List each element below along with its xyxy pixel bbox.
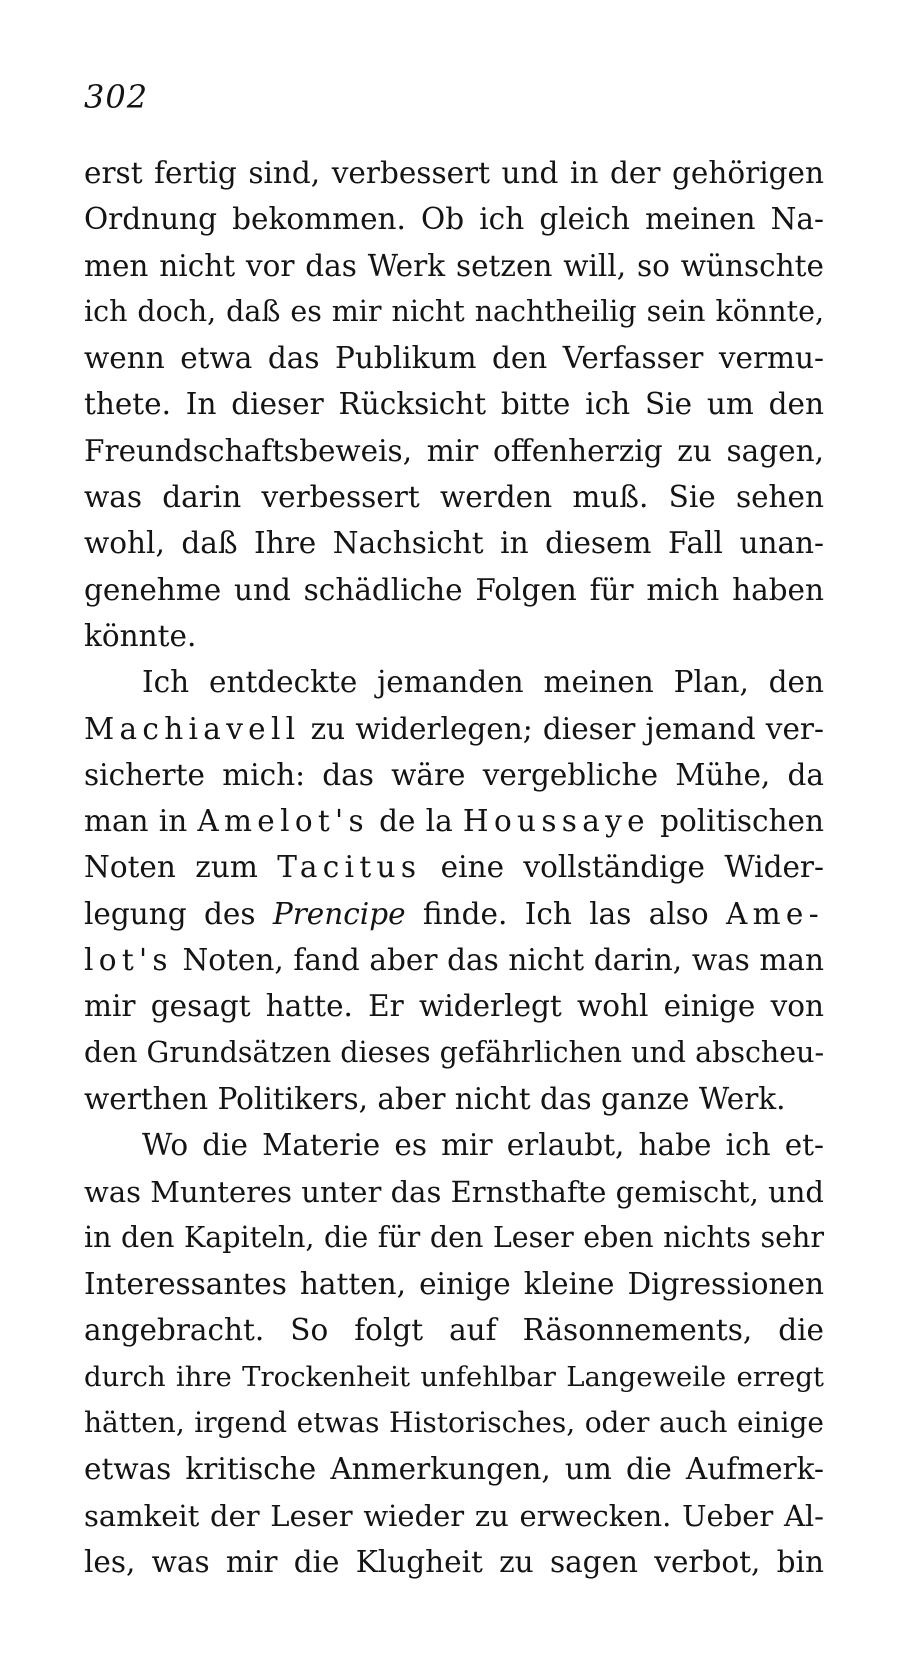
text-line: was Munteres unter das Ernsthafte gemischt, und xyxy=(84,1174,824,1209)
text-line: sicherte mich: das wäre vergebliche Mühe, da xyxy=(84,757,824,792)
text-line: genehme und schädliche Folgen für mich haben xyxy=(84,572,824,607)
text-line: mir gesagt hatte. Er widerlegt wohl einige von xyxy=(84,989,824,1024)
text-line: den Grundsätzen dieses gefährlichen und abscheu- xyxy=(84,1035,825,1069)
spaced-emphasis: Amelot's xyxy=(197,804,369,839)
text-line: etwas kritische Anmerkungen, um die Aufmerk- xyxy=(84,1452,824,1487)
text-line: durch ihre Trockenheit unfehlbar Langeweile erregt xyxy=(84,1360,824,1393)
text-line: ich doch, daß es mir nicht nachtheilig sein könnte, xyxy=(84,294,824,328)
text-line: werthen Politikers, aber nicht das ganze Werk. xyxy=(84,1081,786,1116)
text-line: Ordnung bekommen. Ob ich gleich meinen Na- xyxy=(84,202,824,237)
text-line: hätten, irgend etwas Historisches, oder auch einige xyxy=(84,1406,824,1440)
text-line: les, was mir die Klugheit zu sagen verbot, bin xyxy=(84,1544,824,1579)
text-line: was darin verbessert werden muß. Sie sehen xyxy=(84,480,824,515)
text-line: wenn etwa das Publikum den Verfasser vermu- xyxy=(84,341,824,376)
text-line: Ich entdeckte jemanden meinen Plan, den xyxy=(142,665,824,700)
text-line: man in Amelot's de la Houssaye politischen xyxy=(84,804,824,839)
text-line: Interessantes hatten, einige kleine Digressionen xyxy=(84,1267,824,1302)
text-line: Noten zum Tacitus eine vollständige Wider- xyxy=(84,850,824,885)
text-line: Machiavell zu widerlegen; dieser jemand ver- xyxy=(84,711,824,746)
spaced-emphasis: Ame- xyxy=(726,896,824,931)
text-line: wohl, daß Ihre Nachsicht in diesem Fall unan- xyxy=(84,526,824,561)
text-line: Freundschaftsbeweis, mir offenherzig zu sagen, xyxy=(84,433,824,468)
text-line: men nicht vor das Werk setzen will, so wünschte xyxy=(84,248,824,283)
spaced-emphasis: Machiavell xyxy=(84,711,301,746)
text-line: thete. In dieser Rücksicht bitte ich Sie um den xyxy=(84,387,824,422)
spaced-emphasis: Tacitus xyxy=(277,850,422,885)
text-line: legung des Prencipe finde. Ich las also Ame- xyxy=(84,896,824,931)
page-number: 302 xyxy=(84,78,149,116)
text-line: Wo die Materie es mir erlaubt, habe ich et- xyxy=(142,1128,824,1163)
text-line: in den Kapiteln, die für den Leser eben nichts sehr xyxy=(84,1220,824,1254)
text-line: lot's Noten, fand aber das nicht darin, was man xyxy=(84,943,824,978)
text-line: angebracht. So folgt auf Räsonnements, die xyxy=(84,1313,824,1348)
spaced-emphasis: lot's xyxy=(84,943,173,978)
text-line: könnte. xyxy=(84,618,197,653)
italic-emphasis: Prencipe xyxy=(272,896,406,931)
text-line: samkeit der Leser wieder zu erwecken. Ueber Al- xyxy=(84,1498,824,1533)
text-line: erst fertig sind, verbessert und in der gehörigen xyxy=(84,156,824,190)
spaced-emphasis: Houssaye xyxy=(462,804,650,839)
body-text xyxy=(84,150,824,1585)
